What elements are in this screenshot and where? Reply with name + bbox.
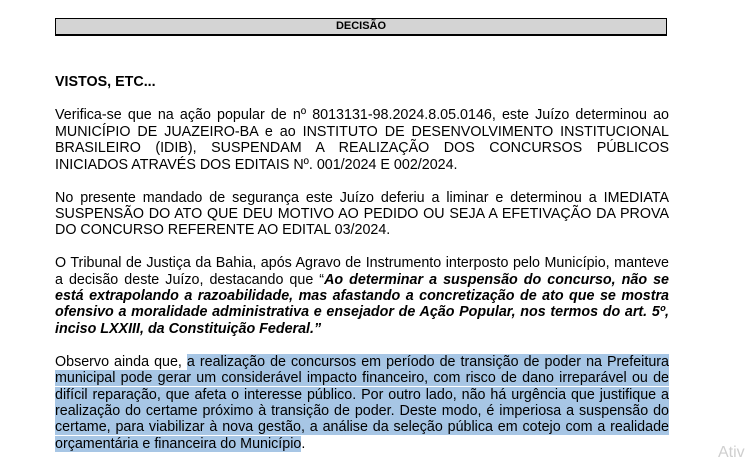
activation-watermark: Ativ xyxy=(718,444,745,461)
decision-header xyxy=(55,18,667,36)
paragraph-mandado-seguranca: No presente mandado de segurança este Juízo deferiu a liminar e determinou a IMEDIATA SUSPENSÃO DO ATO QUE DEU MOTIVO AO PEDIDO OU SEJA A EFETIVAÇÃO DA PROVA DO CONCURSO REFERENTE AO EDITAL 03/2024. xyxy=(55,189,669,239)
paragraph-tribunal xyxy=(55,255,669,337)
observo-end-text: . xyxy=(301,435,306,452)
paragraph-observo xyxy=(55,354,669,452)
decision-title: DECISÃO xyxy=(335,20,387,32)
tribunal-quote: Ao determinar a suspensão do concurso, não se está extrapolando a razoabilidade, mas afastando a concretização de ato que se mostra ofensivo a moralidade administrativa e ensejador de Ação Popular, nos termos do art. 5º, inciso LXXIII, da Constituição Federal.” xyxy=(55,271,669,337)
vistos-heading: VISTOS, ETC... xyxy=(55,74,156,90)
paragraph-acao-popular: Verifica-se que na ação popular de nº 8013131-98.2024.8.05.0146, este Juízo determinou ao MUNICÍPIO DE JUAZEIRO-BA e ao INSTITUTO DE DESENVOLVIMENTO INSTITUCIONAL BRASILEIRO (IDIB), SUSPENDAM A REALIZAÇÃO DOS CONCURSOS PÚBLICOS INICIADOS ATRAVÉS DOS EDITAIS Nº. 001/2024 E 002/2024. xyxy=(55,107,669,173)
document-body xyxy=(55,74,669,462)
highlighted-text[interactable]: a realização de concursos em período de transição de poder na Prefeitura municipal pode gerar um considerável impacto financeiro, com risco de dano irreparável ou de difícil reparação, que afeta o interesse público. Por outro lado, não há urgência que justifique a realização do certame próximo à transição de poder. Deste modo, é imperiosa a suspensão do certame, para viabilizar à nova gestão, a análise da seleção pública em cotejo com a realidade orçamentária e financeira do Município xyxy=(55,353,669,452)
tribunal-intro-text: O Tribunal de Justiça da Bahia, após Agravo de Instrumento interposto pelo Município, manteve a decisão deste Juízo, destacando que “ xyxy=(55,255,669,288)
observo-intro-text: Observo ainda que, xyxy=(55,353,187,370)
